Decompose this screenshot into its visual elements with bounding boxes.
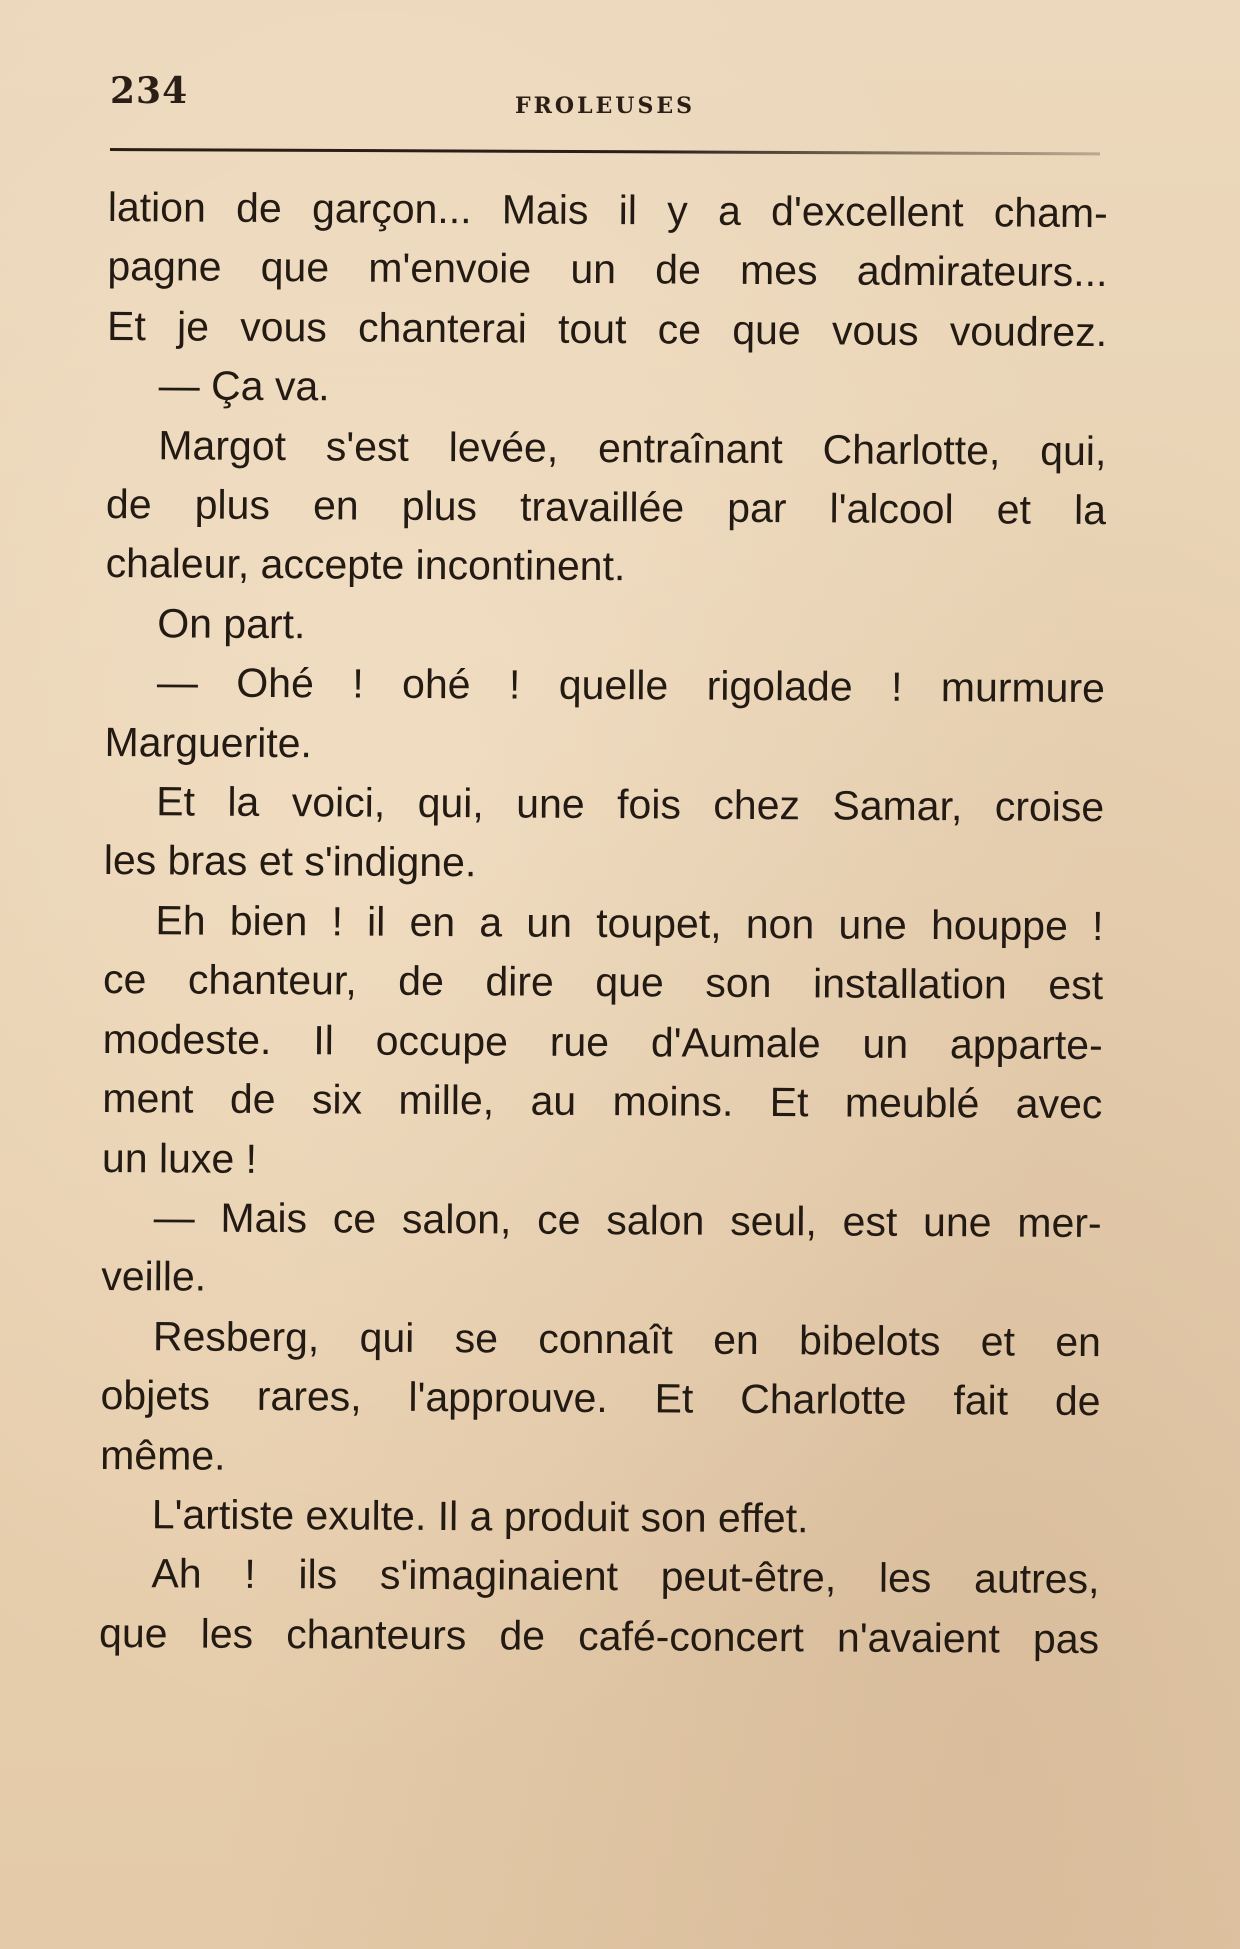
text-line: même.	[100, 1431, 226, 1479]
text-line: les bras et s'indigne.	[103, 837, 477, 886]
text-line: Et la voici, qui, une fois chez Samar, croise	[156, 778, 1105, 831]
text-line: ment de six mille, au moins. Et meublé avec	[102, 1075, 1103, 1128]
text-line: — Mais ce salon, ce salon seul, est une mer-	[153, 1194, 1102, 1246]
text-line: chaleur, accepte incontinent.	[105, 540, 626, 590]
running-title: FROLEUSES	[515, 93, 696, 119]
page-number: 234	[110, 70, 189, 112]
text-line: veille.	[101, 1253, 207, 1300]
text-line: L'artiste exulte. Il a produit son effet.	[151, 1491, 809, 1542]
text-line: pagne que m'envoie un de mes admirateurs...	[107, 243, 1108, 296]
text-line: Resberg, qui se connaît en bibelots et en	[152, 1313, 1102, 1365]
text-line: objets rares, l'approuve. Et Charlotte fait de	[100, 1372, 1101, 1425]
text-line: ce chanteur, de dire que son installation est	[102, 956, 1104, 1009]
text-line: Ah ! ils s'imaginaient peut-être, les autres,	[151, 1550, 1100, 1603]
text-line: un luxe !	[101, 1134, 258, 1182]
text-line: Eh bien ! il en a un toupet, non une houppe !	[155, 897, 1104, 949]
page-header	[110, 70, 1100, 130]
header-rule	[110, 148, 1100, 155]
text-line: — Ohé ! ohé ! quelle rigolade ! murmure	[156, 659, 1106, 712]
text-line: lation de garçon... Mais il y a d'excellent cham-	[107, 183, 1108, 237]
text-line: — Ça va.	[158, 362, 330, 410]
text-line: de plus en plus travaillée par l'alcool et la	[105, 481, 1107, 534]
text-line: Margot s'est levée, entraînant Charlotte, qui,	[158, 421, 1107, 474]
text-line: modeste. Il occupe rue d'Aumale un apparte-	[102, 1015, 1103, 1068]
text-line: que les chanteurs de café-concert n'avaient pas	[98, 1609, 1100, 1662]
text-line: Et je vous chanterai tout ce que vous voudrez.	[106, 302, 1108, 355]
body-text	[99, 178, 1108, 1669]
text-line: Marguerite.	[104, 718, 313, 766]
text-line: On part.	[157, 600, 306, 648]
